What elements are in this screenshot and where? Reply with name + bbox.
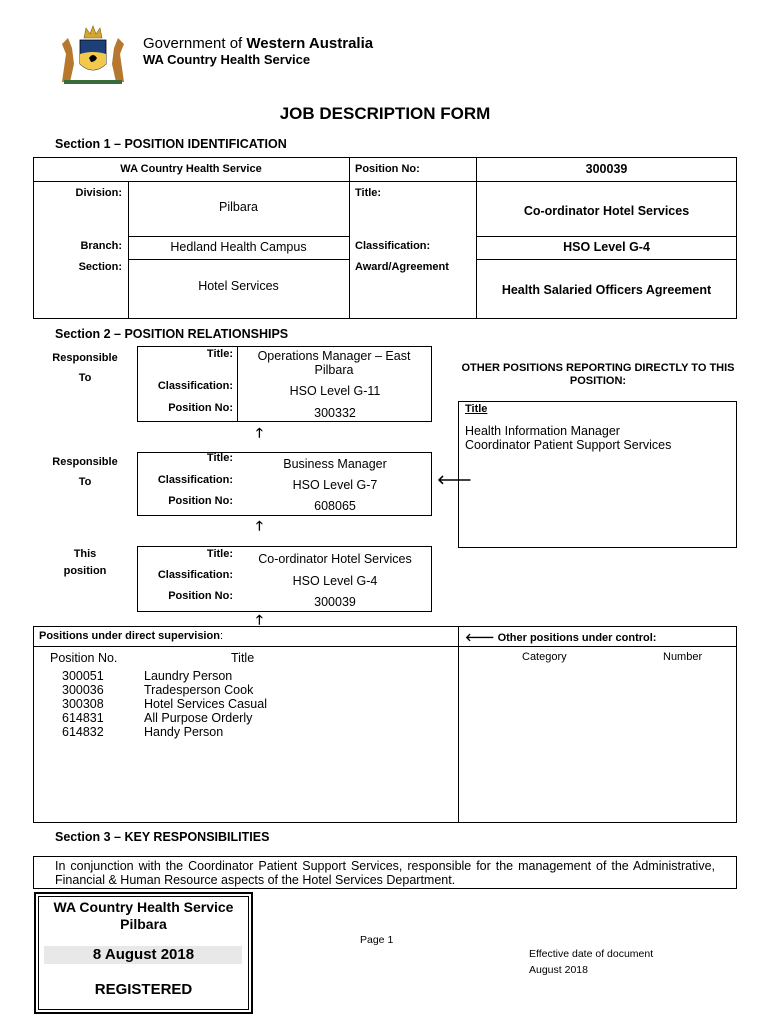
rel-2-title-label: Title:	[206, 452, 233, 464]
table-row	[62, 711, 267, 725]
rel-3-side-1: This	[73, 548, 97, 560]
row-no: 300036	[62, 683, 104, 697]
coat-of-arms-logo	[56, 24, 130, 86]
table-row	[62, 697, 267, 711]
rel-3-posno: 300039	[314, 595, 356, 609]
position-no-value: 300039	[585, 162, 628, 176]
up-arrow-icon: 🡑	[256, 612, 263, 627]
classification-value: HSO Level G-4	[563, 240, 650, 254]
rel-2-posno-label: Position No:	[168, 495, 233, 507]
section-label: Section:	[78, 261, 122, 273]
other-position-1: Health Information Manager	[465, 424, 620, 438]
rel-1-side-1: Responsible	[52, 352, 118, 364]
section-value: Hotel Services	[198, 279, 279, 293]
rel-2-posno: 608065	[314, 499, 356, 513]
row-title: All Purpose Orderly	[144, 711, 253, 725]
row-no: 300308	[62, 697, 104, 711]
stamp-line-1: WA Country Health Service	[53, 899, 234, 915]
row-title: Laundry Person	[144, 669, 233, 683]
supervision-rows	[62, 669, 267, 739]
other-positions-heading: OTHER POSITIONS REPORTING DIRECTLY TO THIS POSITION:	[461, 362, 735, 387]
branch-label: Branch:	[80, 240, 122, 252]
left-arrow-icon: 🡐	[437, 472, 472, 487]
effective-date-value: August 2018	[529, 964, 588, 976]
row-title: Hotel Services Casual	[144, 697, 267, 711]
effective-date-label: Effective date of document	[529, 948, 654, 960]
rel-1-posno-label: Position No:	[168, 402, 233, 414]
row-no: 614832	[62, 725, 104, 739]
rel-1-title-label: Title:	[206, 348, 233, 360]
division-label: Division:	[75, 187, 122, 199]
header-line-1-bold: Western Australia	[246, 35, 374, 52]
row-no: 300051	[62, 669, 104, 683]
org-name: WA Country Health Service	[120, 163, 262, 175]
stamp-date: 8 August 2018	[92, 946, 195, 963]
responsibilities-text: In conjunction with the Coordinator Patient Support Services, responsible for the management of the Administrative, Financial & Human Resource aspects of the Hotel Services Department.	[55, 859, 715, 887]
rel-3-title: Co-ordinator Hotel Services	[258, 552, 412, 566]
division-value: Pilbara	[219, 200, 258, 214]
header-line-2: WA Country Health Service	[143, 52, 311, 67]
title-label: Title:	[355, 187, 382, 199]
rel-1-class: HSO Level G-11	[289, 384, 381, 398]
stamp-status: REGISTERED	[94, 981, 193, 998]
rel-3-title-label: Title:	[206, 548, 233, 560]
rel-2-class: HSO Level G-7	[292, 478, 378, 492]
row-title: Tradesperson Cook	[144, 683, 254, 697]
other-positions-title-label: Title	[465, 403, 488, 415]
page-number: Page 1	[360, 934, 394, 946]
up-arrow-icon: 🡑	[256, 518, 263, 533]
control-col-category: Category	[522, 651, 567, 663]
section-2-heading: Section 2 – POSITION RELATIONSHIPS	[55, 327, 289, 341]
title-value: Co-ordinator Hotel Services	[523, 204, 690, 218]
rel-2-title: Business Manager	[283, 457, 387, 471]
supervision-col-title: Title	[231, 651, 255, 665]
supervision-col-position: Position No.	[50, 651, 118, 665]
section-3-heading: Section 3 – KEY RESPONSIBILITIES	[55, 830, 270, 844]
table-row	[62, 683, 267, 697]
rel-3-side-2: position	[63, 565, 107, 577]
rel-1-title: Operations Manager – East Pilbara	[257, 349, 411, 377]
control-label-row	[465, 630, 656, 644]
rel-1-posno: 300332	[314, 406, 356, 420]
supervision-label: Positions under direct supervision:	[39, 630, 223, 642]
classification-label: Classification:	[355, 240, 431, 252]
position-no-label: Position No:	[355, 163, 420, 175]
up-arrow-icon: 🡑	[256, 425, 263, 440]
award-label: Award/Agreement	[355, 261, 449, 273]
rel-1-side-2: To	[78, 372, 92, 384]
header-line-1	[143, 35, 373, 52]
left-arrow-icon: 🡐	[465, 632, 495, 644]
control-col-number: Number	[663, 651, 703, 663]
row-no: 614831	[62, 711, 104, 725]
rel-3-class: HSO Level G-4	[292, 574, 378, 588]
rel-3-class-label: Classification:	[157, 569, 233, 581]
header-line-1-prefix: Government of	[143, 35, 247, 52]
rel-1-class-label: Classification:	[157, 380, 233, 392]
table-row	[62, 725, 267, 739]
rel-2-side-1: Responsible	[52, 456, 118, 468]
form-title: JOB DESCRIPTION FORM	[279, 104, 491, 123]
control-label: Other positions under control:	[497, 632, 657, 644]
branch-value: Hedland Health Campus	[170, 240, 307, 254]
row-title: Handy Person	[144, 725, 224, 739]
rel-2-side-2: To	[78, 476, 92, 488]
award-value: Health Salaried Officers Agreement	[501, 283, 712, 297]
other-position-2: Coordinator Patient Support Services	[465, 438, 672, 452]
rel-3-posno-label: Position No:	[168, 590, 233, 602]
rel-2-class-label: Classification:	[157, 474, 233, 486]
stamp-line-2: Pilbara	[120, 916, 167, 932]
supervision-label-text: Positions under direct supervision	[39, 630, 220, 642]
section-1-heading: Section 1 – POSITION IDENTIFICATION	[55, 137, 287, 151]
table-row	[62, 669, 267, 683]
